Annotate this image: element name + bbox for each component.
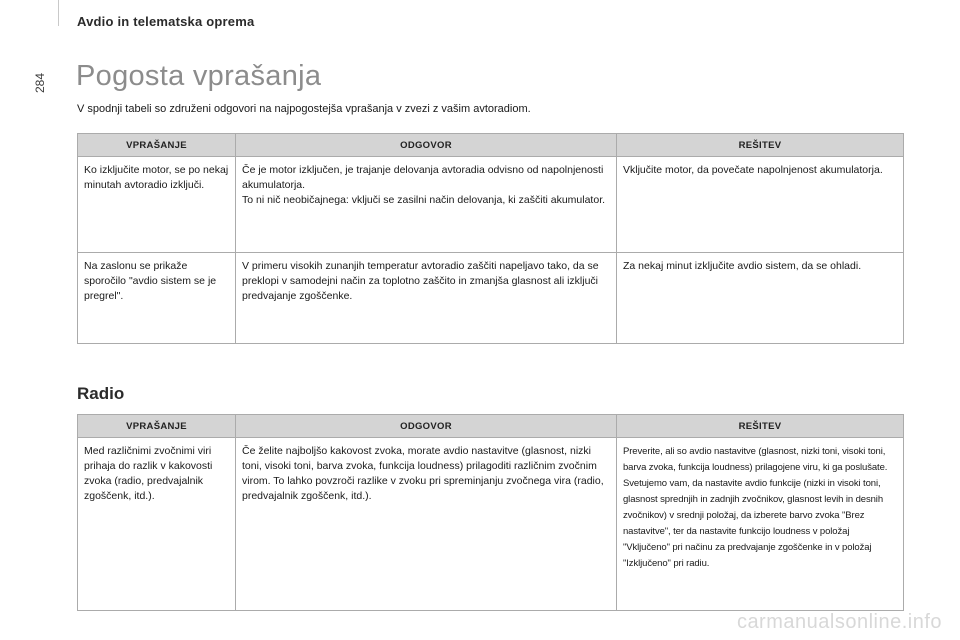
page-number: 284 bbox=[33, 72, 47, 94]
table-header-row bbox=[78, 134, 904, 157]
table-header-row bbox=[78, 415, 904, 438]
table-row bbox=[78, 438, 904, 611]
intro-text: V spodnji tabeli so združeni odgovori na najpogostejša vprašanja v zvezi z vašim avtoradiom. bbox=[77, 103, 531, 115]
solution-cell: Za nekaj minut izključite avdio sistem, da se ohladi. bbox=[617, 253, 904, 344]
faq-table-general bbox=[77, 133, 904, 344]
question-cell: Med različnimi zvočnimi viri prihaja do razlik v kakovosti zvoka (radio, predvajalnik zgoščenk, itd.). bbox=[78, 438, 236, 611]
watermark: carmanualsonline.info bbox=[736, 611, 942, 633]
column-header-solution: REŠITEV bbox=[617, 134, 904, 157]
answer-line: To ni nič neobičajnega: vključi se zasilni način delovanja, ki zaščiti akumulator. bbox=[242, 194, 606, 206]
column-header-question: VPRAŠANJE bbox=[78, 134, 236, 157]
table-row bbox=[78, 157, 904, 253]
answer-cell bbox=[236, 157, 617, 253]
column-header-solution: REŠITEV bbox=[617, 415, 904, 438]
header-divider bbox=[58, 0, 59, 26]
answer-line: V primeru visokih zunanjih temperatur avtoradio zaščiti napeljavo tako, da se preklopi v samodejni način za toplotno zaščito in zmanjša glasnost ali izključi predvajanje zgoščenke. bbox=[242, 260, 599, 302]
column-header-question: VPRAŠANJE bbox=[78, 415, 236, 438]
column-header-answer: ODGOVOR bbox=[236, 415, 617, 438]
answer-line: Če je motor izključen, je trajanje delovanja avtoradia odvisno od napolnjenosti akumulatorja. bbox=[242, 164, 604, 191]
column-header-answer: ODGOVOR bbox=[236, 134, 617, 157]
page-title: Pogosta vprašanja bbox=[76, 60, 322, 92]
question-cell: Ko izključite motor, se po nekaj minutah avtoradio izključi. bbox=[78, 157, 236, 253]
answer-cell bbox=[236, 253, 617, 344]
solution-cell: Preverite, ali so avdio nastavitve (glasnost, nizki toni, visoki toni, barva zvoka, funkcija loudness) prilagojene viru, ki ga poslušate. Svetujemo vam, da nastavite avdio funkcije (nizki in visoki toni, glasnost sprednjih in zadnjih zvočnikov, glasnost levih in desnih zvočnikov) v srednji položaj, da izberete barvo zvoka "Brez nastavitve", ter da nastavite funkcijo loudness v položaj "Vključeno" pri načinu za predvajanje zgoščenke in v položaj "Izključeno" pri radiu. bbox=[617, 438, 904, 611]
answer-cell bbox=[236, 438, 617, 611]
section-header: Avdio in telematska oprema bbox=[77, 14, 255, 29]
question-cell: Na zaslonu se prikaže sporočilo "avdio sistem se je pregrel". bbox=[78, 253, 236, 344]
answer-line: Če želite najboljšo kakovost zvoka, morate avdio nastavitve (glasnost, nizki toni, visoki toni, barva zvoka, funkcija loudness) prilagoditi različnim zvočnim virom. To lahko povzroči razlike v zvoku pri spreminjanju zvočnega vira (radio, predvajalnik zgoščenk, itd.). bbox=[242, 445, 604, 502]
faq-table-radio bbox=[77, 414, 904, 611]
solution-cell: Vključite motor, da povečate napolnjenost akumulatorja. bbox=[617, 157, 904, 253]
table-row bbox=[78, 253, 904, 344]
section-title-radio: Radio bbox=[77, 384, 125, 403]
